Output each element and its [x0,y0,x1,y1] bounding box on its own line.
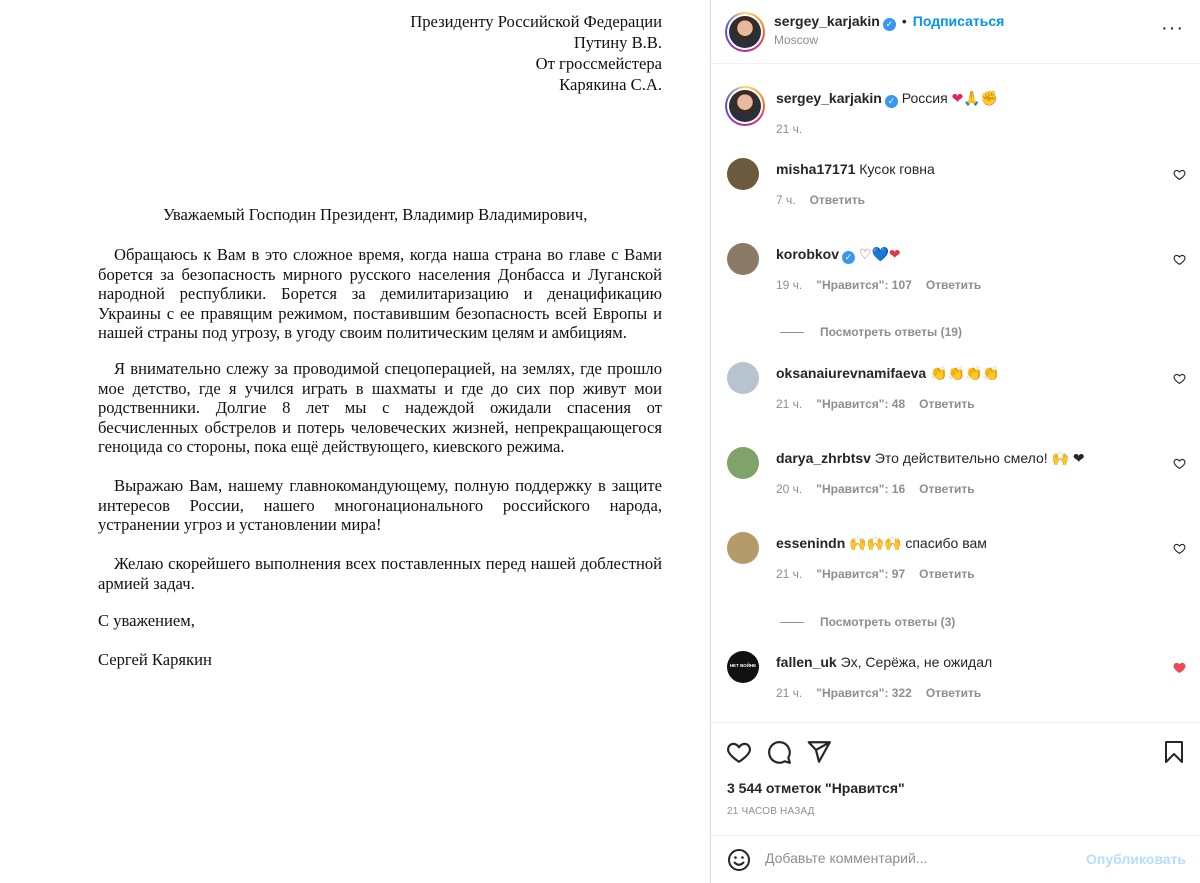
replies-rule [780,622,804,623]
letter-paragraph: Обращаюсь к Вам в это сложное время, когда наша страна во главе с Вами борется за безопасность мирного русского населения Донбасса и Луганской народной республики. Борется за демилитаризацию и денацификацию Украины с ее правящим режимом, поставившим безопасность всей Европы и нашей страны под угрозу, в угоду своим политическим целям и амбициям. [98,245,662,342]
verified-badge-icon: ✓ [842,251,855,264]
caption-emojis: ❤🙏✊ [951,91,999,107]
letter-paragraph: Желаю скорейшего выполнения всех поставленных перед нашей доблестной армией задач. [98,554,662,593]
verified-badge-icon: ✓ [885,95,898,108]
addressee-line: Карякина С.А. [559,75,662,94]
comment-text: ♡💙❤ [858,247,901,263]
share-send-icon[interactable] [806,739,832,765]
more-options-icon[interactable]: ··· [1161,17,1184,39]
comment-text: Кусок говна [859,161,935,177]
save-bookmark-icon[interactable] [1162,739,1186,765]
verified-badge-icon: ✓ [883,18,896,31]
comment-text: Эх, Серёжа, не ожидал [840,654,993,670]
author-username[interactable]: sergey_karjakin [774,13,880,29]
commenter-username[interactable]: oksanaiurevnamifaeva [776,365,927,381]
letter-paragraph: Я внимательно слежу за проводимой спецоперацией, на землях, где прошло мое детство, где я учился играть в шахматы и где до сих пор живут мои родственники. Долгие 8 лет мы с надеждой ожидали спасения от бесчисленных обстрелов и потерь человеческих жизней, непрекращающегося геноцида со стороны, пока ещё действующего, киевского режима. [98,359,662,456]
reply-button[interactable]: Ответить [919,482,975,496]
follow-button[interactable]: Подписаться [912,13,1005,29]
commenter-username[interactable]: misha17171 [776,161,856,177]
reply-button[interactable]: Ответить [809,193,866,207]
commenter-username[interactable]: korobkov [776,246,840,262]
commenter-avatar[interactable] [727,362,759,394]
post-side-panel [711,0,1200,883]
comment-liked-heart-icon[interactable] [1173,661,1186,674]
letter-addressee [262,11,662,95]
emoji-picker-icon[interactable] [727,848,751,872]
view-replies-button[interactable] [780,325,962,339]
comment-likes[interactable]: "Нравится": 97 [816,567,906,581]
comment-bubble-icon[interactable] [766,739,792,765]
comment-likes[interactable]: "Нравится": 322 [816,686,912,700]
post-actions [711,722,1200,822]
post-header [711,0,1200,64]
caption-time: 21 ч. [776,122,803,136]
view-replies-label: Посмотреть ответы (3) [820,615,956,629]
comment-input[interactable] [765,850,1085,866]
reply-button[interactable]: Ответить [919,397,975,411]
post-likes-count[interactable]: 3 544 отметок "Нравится" [727,780,905,796]
view-replies-button[interactable] [780,615,955,629]
commenter-avatar[interactable] [727,532,759,564]
view-replies-label: Посмотреть ответы (19) [820,325,962,339]
letter-greeting: Уважаемый Господин Президент, Владимир Владимирович, [163,205,588,224]
addressee-line: Путину В.В. [573,33,662,52]
caption-username[interactable]: sergey_karjakin [776,90,882,106]
commenter-avatar[interactable] [727,447,759,479]
comment-likes[interactable]: "Нравится": 107 [816,278,912,292]
comment-like-heart-icon[interactable] [1173,542,1186,555]
commenter-avatar[interactable] [727,243,759,275]
commenter-avatar[interactable] [727,158,759,190]
comment-time: 19 ч. [776,278,803,292]
commenter-username[interactable]: darya_zhrbtsv [776,450,871,466]
letter-paragraph: Выражаю Вам, нашему главнокомандующему, полную поддержку в защите интересов России, нашего многонационального российского народа, устранении угроз и установлении мира! [98,476,662,534]
header-separator: • [901,13,907,29]
author-avatar[interactable] [725,12,765,52]
comment-likes[interactable]: "Нравится": 48 [816,397,906,411]
avatar-text: НЕТ ВОЙНЕ [729,663,757,668]
add-comment-bar [711,835,1200,883]
publish-button[interactable]: Опубликовать [1086,851,1186,867]
post-location[interactable]: Moscow [774,33,819,47]
comment-time: 21 ч. [776,567,803,581]
reply-button[interactable]: Ответить [925,278,982,292]
comment-like-heart-icon[interactable] [1173,372,1186,385]
comment-time: 21 ч. [776,397,803,411]
caption-avatar[interactable] [725,86,765,126]
comment-text: 👏👏👏👏 [930,366,1000,382]
commenter-username[interactable]: fallen_uk [776,654,837,670]
addressee-line: От гроссмейстера [535,54,662,73]
caption-text: Россия [901,90,948,106]
letter-closing: С уважением, [98,611,195,630]
comment-time: 7 ч. [776,193,796,207]
comment-like-heart-icon[interactable] [1173,253,1186,266]
comment-text: Это действительно смело! 🙌 ❤ [874,450,1085,466]
comment-time: 21 ч. [776,686,803,700]
letter-signature: Сергей Карякин [98,650,212,669]
commenter-username[interactable]: essenindn [776,535,846,551]
reply-button[interactable]: Ответить [925,686,982,700]
comment-like-heart-icon[interactable] [1173,168,1186,181]
post-time-ago[interactable]: 21 ЧАСОВ НАЗАД [727,806,815,817]
comment-like-heart-icon[interactable] [1173,457,1186,470]
commenter-avatar[interactable] [727,651,759,683]
replies-rule [780,332,804,333]
reply-button[interactable]: Ответить [919,567,975,581]
comment-text: 🙌🙌🙌 спасибо вам [849,535,987,551]
comment-time: 20 ч. [776,482,803,496]
like-heart-icon[interactable] [726,739,752,765]
comment-likes[interactable]: "Нравится": 16 [816,482,906,496]
addressee-line: Президенту Российской Федерации [410,12,662,31]
